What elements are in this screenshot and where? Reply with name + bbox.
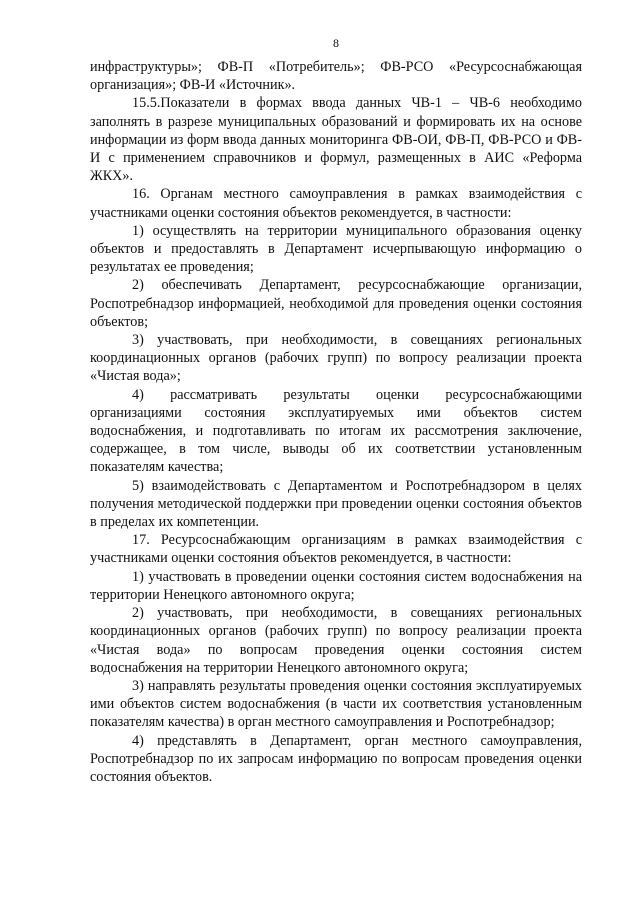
paragraph: 4) рассматривать результаты оценки ресурсоснабжающими организациями состояния эксплуатируемых ими объектов систем водоснабжения, и подготавливать по итогам их рассмотрения заключение, содержащее, в том числе, выводы об их соответствии установленным показателям качества; xyxy=(90,386,582,476)
paragraph: 4) представлять в Департамент, орган местного самоуправления, Роспотребнадзор по их запросам информацию по вопросам проведения оценки состояния объектов. xyxy=(90,732,582,785)
paragraph: 17. Ресурсоснабжающим организациям в рамках взаимодействия с участниками оценки состояния объектов рекомендуется, в частности: xyxy=(90,532,582,567)
paragraph: 3) участвовать, при необходимости, в совещаниях региональных координационных органов (рабочих групп) по вопросу реализации проекта «Чистая вода»; xyxy=(90,332,582,385)
paragraph: инфраструктуры»; ФВ-П «Потребитель»; ФВ-РСО «Ресурсоснабжающая организация»; ФВ-И «Источник». xyxy=(90,59,582,94)
paragraph: 3) направлять результаты проведения оценки состояния эксплуатируемых ими объектов систем водоснабжения (в части их соответствия установленным показателям качества) в орган местного самоуправления и Роспотребнадзор; xyxy=(90,677,582,731)
paragraph: 16. Органам местного самоуправления в рамках взаимодействия с участниками оценки состояния объектов рекомендуется, в частности: xyxy=(90,186,582,221)
document-body xyxy=(90,58,582,786)
paragraph: 5) взаимодействовать с Департаментом и Роспотребнадзором в целях получения методической поддержки при проведении оценки состояния объектов в пределах их компетенции. xyxy=(90,477,582,531)
page-number: 8 xyxy=(333,36,339,50)
paragraph: 1) осуществлять на территории муниципального образования оценку объектов и предоставлять в Департамент исчерпывающую информацию о результатах ее проведения; xyxy=(90,222,582,276)
paragraph: 2) участвовать, при необходимости, в совещаниях региональных координационных органов (рабочих групп) по вопросу реализации проекта «Чистая вода» по вопросам проведения оценки состояния систем водоснабжения на территории Ненецкого автономного округа; xyxy=(90,605,582,676)
paragraph: 2) обеспечивать Департамент, ресурсоснабжающие организации, Роспотребнадзор информацией, необходимой для проведения оценки состояния объектов; xyxy=(90,277,582,330)
paragraph: 1) участвовать в проведении оценки состояния систем водоснабжения на территории Ненецкого автономного округа; xyxy=(90,568,582,603)
paragraph: 15.5.Показатели в формах ввода данных ЧВ-1 – ЧВ-6 необходимо заполнять в разрезе муниципальных образований и формировать их на основе информации из форм ввода данных мониторинга ФВ-ОИ, ФВ-П, ФВ-РСО и ФВ-И с применением справочников и формул, размещенных в АИС «Реформа ЖКХ». xyxy=(90,95,582,185)
